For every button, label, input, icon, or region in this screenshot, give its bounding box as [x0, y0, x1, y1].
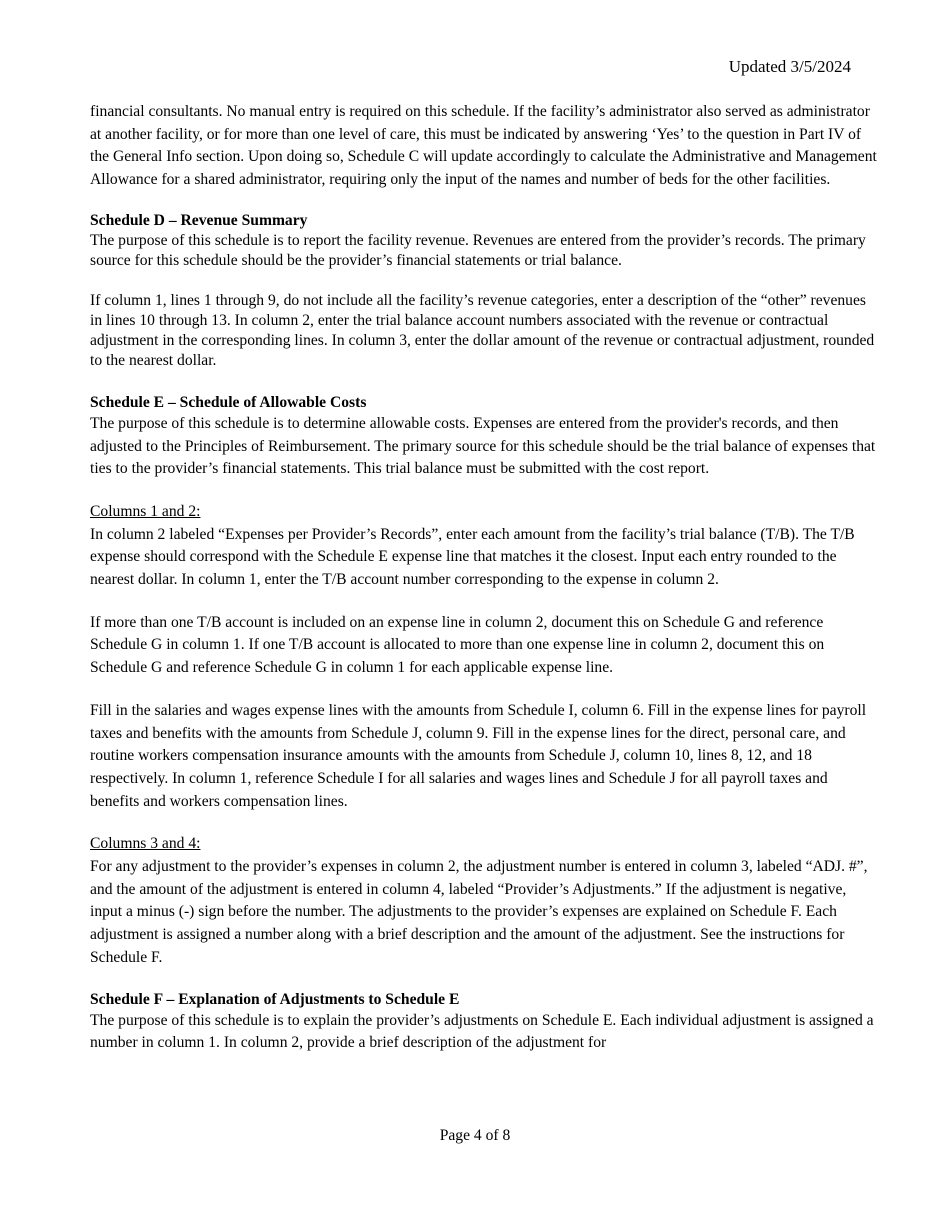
schedule-d-heading: Schedule D – Revenue Summary: [90, 211, 308, 229]
columns-3-4-heading: Columns 3 and 4:: [90, 835, 201, 853]
columns-1-2-paragraph-1: In column 2 labeled “Expenses per Provider’s Records”, enter each amount from the facility’s trial balance (T/B). The T/B expense should correspond with the Schedule E expense line that matches it the closest. Input each entry rounded to the nearest dollar. In column 1, enter the T/B account number corresponding to the expense in column 2.: [90, 525, 855, 589]
schedule-f-heading: Schedule F – Explanation of Adjustments to Schedule E: [90, 990, 460, 1008]
columns-1-2-paragraph-2: If more than one T/B account is included on an expense line in column 2, document this on Schedule G and reference Schedule G in column 1. If one T/B account is allocated to more than one expense line in column 2, document this on Schedule G and reference Schedule G in column 1 for each applicable expense line.: [90, 613, 825, 677]
schedule-e-paragraph-1: The purpose of this schedule is to determine allowable costs. Expenses are entered from the provider's records, and then adjusted to the Principles of Reimbursement. The primary source for this schedule should be the trial balance of expenses that ties to the provider’s financial statements. This trial balance must be submitted with the cost report.: [90, 414, 876, 478]
columns-3-4-paragraph-1: For any adjustment to the provider’s expenses in column 2, the adjustment number is entered in column 3, labeled “ADJ. #”, and the amount of the adjustment is entered in column 4, labeled “Provider’s Adjustments.” If the adjustment is negative, input a minus (-) sign before the number. The adjustments to the provider’s expenses are explained on Schedule F. Each adjustment is assigned a number along with a brief description and the amount of the adjustment. See the instructions for Schedule F.: [90, 858, 868, 966]
intro-paragraph: financial consultants. No manual entry is required on this schedule. If the facility’s administrator also served as administrator at another facility, or for more than one level of care, this must be indicated by answering ‘Yes’ to the question in Part IV of the General Info section. Upon doing so, Schedule C will update accordingly to calculate the Administrative and Management Allowance for a shared administrator, requiring only the input of the names and number of beds for the other facilities.: [90, 103, 877, 189]
document-body: [90, 101, 880, 1055]
page-number: Page 4 of 8: [439, 1127, 511, 1144]
updated-date: Updated 3/5/2024: [728, 57, 851, 76]
schedule-d-paragraph-2: If column 1, lines 1 through 9, do not include all the facility’s revenue categories, enter a description of the “other” revenues in lines 10 through 13. In column 2, enter the trial balance account numbers associated with the revenue or contractual adjustment in the corresponding lines. In column 3, enter the dollar amount of the revenue or contractual adjustment, rounded to the nearest dollar.: [90, 291, 875, 369]
columns-1-2-paragraph-3: Fill in the salaries and wages expense lines with the amounts from Schedule I, column 6. Fill in the expense lines for payroll taxes and benefits with the amounts from Schedule J, column 9. Fill in the expense lines for the direct, personal care, and routine workers compensation insurance amounts with the amounts from Schedule J, column 10, lines 8, 12, and 18 respectively. In column 1, reference Schedule I for all salaries and wages lines and Schedule J for all payroll taxes and benefits and workers compensation lines.: [90, 701, 867, 810]
schedule-e-heading: Schedule E – Schedule of Allowable Costs: [90, 393, 367, 411]
schedule-f-paragraph-1: The purpose of this schedule is to explain the provider’s adjustments on Schedule E. Each individual adjustment is assigned a number in column 1. In column 2, provide a brief description of the adjustment for: [90, 1011, 874, 1052]
columns-1-2-heading: Columns 1 and 2:: [90, 502, 201, 520]
schedule-d-paragraph-1: The purpose of this schedule is to report the facility revenue. Revenues are entered from the provider’s records. The primary source for this schedule should be the provider’s financial statements or trial balance.: [90, 231, 866, 269]
